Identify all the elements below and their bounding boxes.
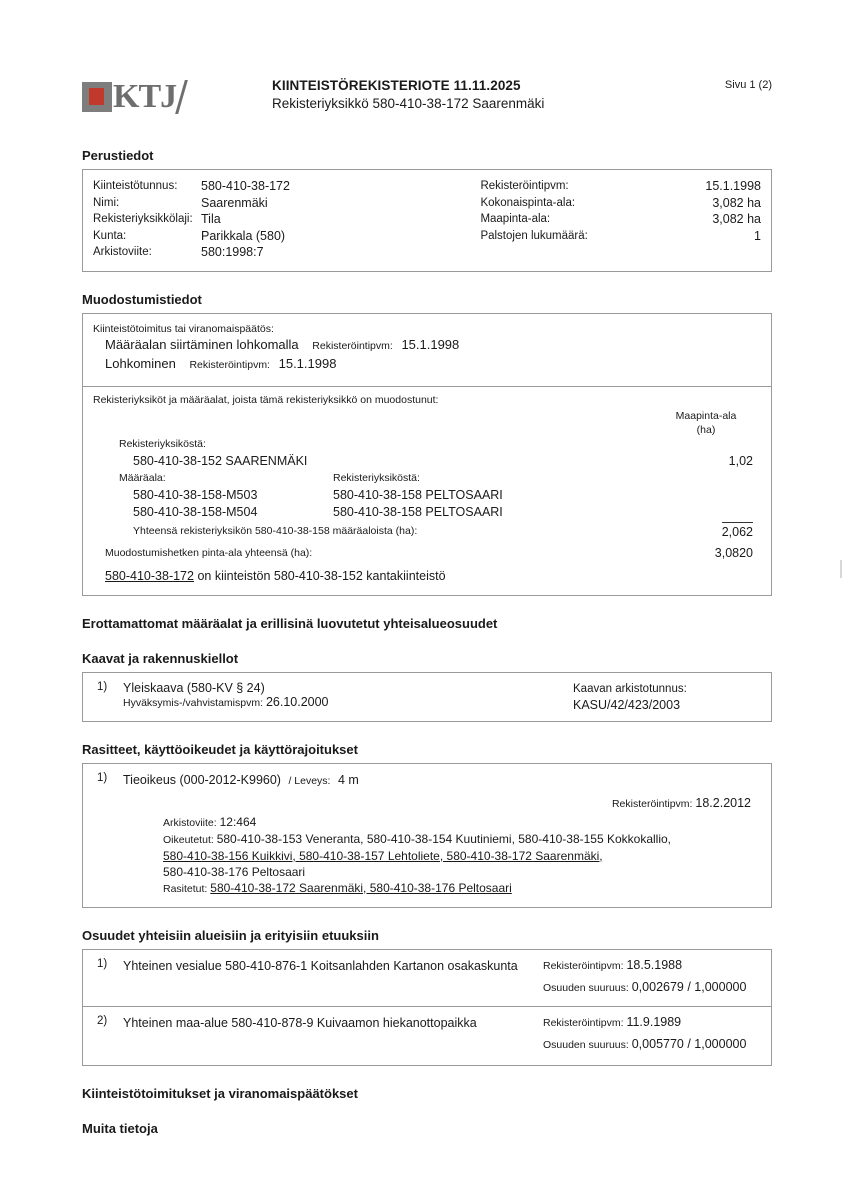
maaraala-row-1 <box>93 487 761 504</box>
from-unit-label: Rekisteriyksiköstä: <box>119 437 206 450</box>
maaraala-header-row <box>93 470 761 487</box>
perustiedot-left-values <box>201 178 290 261</box>
kantakiinteisto-row <box>93 568 761 585</box>
perustiedot-left-labels <box>93 178 201 261</box>
value-kiinteistotunnus: 580-410-38-172 <box>201 179 290 193</box>
rasite-number-1: 1) <box>97 771 108 784</box>
maaraala-from-1: 580-410-38-158 PELTOSAARI <box>333 487 503 502</box>
rasite-oikeutetut-line-2-text: 580-410-38-156 Kuikkivi, 580-410-38-157 Lehtoliete, 580-410-38-172 Saarenmäki, <box>163 848 603 863</box>
maaraala-sum-value: 2,062 <box>722 522 753 541</box>
kaava-archive-1 <box>573 681 687 713</box>
osuudet-divider <box>83 1006 771 1007</box>
rasite-oikeutetut-row-1 <box>163 831 761 848</box>
toimitus-row-1 <box>93 336 761 355</box>
rasite-width-value-1: 4 m <box>337 772 359 787</box>
label-maapinta-ala: Maapinta-ala: <box>480 213 551 225</box>
rasite-reg-value-1: 18.2.2012 <box>695 795 751 810</box>
label-kiinteistotunnus: Kiinteistötunnus: <box>93 180 178 192</box>
perustiedot-right-labels <box>480 178 604 261</box>
document-header <box>82 70 772 128</box>
ktj-logo <box>82 78 192 122</box>
logo-text: KTJ <box>113 78 177 115</box>
perustiedot-right-values <box>604 178 761 261</box>
rasite-arkisto-value-1: 12:464 <box>219 814 257 829</box>
osuus-share-1 <box>543 980 746 996</box>
rasite-rasitetut-row-1 <box>163 880 761 897</box>
toimitus-reg-label-2: Rekisteröintipvm: <box>189 358 270 371</box>
osuus-details-2 <box>543 1015 746 1053</box>
osuus-item-1 <box>93 958 761 998</box>
muodostumis-total-label: Muodostumishetken pinta-ala yhteensä (ha): <box>105 546 313 559</box>
kaava-archive-value-1: KASU/42/423/2003 <box>573 697 681 712</box>
document-content <box>82 70 772 1142</box>
maaraala-row-2 <box>93 504 761 521</box>
toimitus-name-1: Määräalan siirtäminen lohkomalla <box>105 336 299 352</box>
section-title-rasitteet: Rasitteet, käyttöoikeudet ja käyttörajoitukset <box>82 741 358 757</box>
value-maapinta-ala: 3,082 ha <box>712 212 761 226</box>
osuus-details-1 <box>543 958 746 996</box>
maaraala-id-1: 580-410-38-158-M503 <box>133 487 258 502</box>
rasite-oikeutetut-label-1: Oikeutetut: <box>163 833 214 846</box>
value-palstojen-lukumaara: 1 <box>754 228 761 243</box>
perustiedot-left-column <box>93 178 480 261</box>
label-rekisterointipvm: Rekisteröintipvm: <box>480 180 569 192</box>
sources-subheading: Rekisteriyksiköt ja määräalat, joista tämä rekisteriyksikkö on muodostunut: <box>93 393 439 406</box>
osuus-reg-label-2: Rekisteröintipvm: <box>543 1016 624 1029</box>
rasite-rasitetut-label-1: Rasitetut: <box>163 882 208 895</box>
label-kokonaispinta-ala: Kokonaispinta-ala: <box>480 196 576 209</box>
rasite-oikeutetut-line-3: 580-410-38-176 Peltosaari <box>163 864 306 879</box>
label-rekisteriyksikkolaji: Rekisteriyksikkölaji: <box>93 213 193 225</box>
rasite-oikeutetut-line-2 <box>163 848 761 864</box>
perustiedot-right-column <box>480 178 761 261</box>
osuus-number-1: 1) <box>97 957 108 970</box>
osuus-share-label-1: Osuuden suuruus: <box>543 981 629 994</box>
from-unit-id: 580-410-38-152 SAARENMÄKI <box>133 453 308 468</box>
kantakiinteisto-id: 580-410-38-172 <box>105 568 194 583</box>
label-palstojen-lukumaara: Palstojen lukumäärä: <box>480 229 588 242</box>
osuudet-box <box>82 949 772 1066</box>
logo-square-inner-icon <box>89 88 104 105</box>
value-kunta: Parikkala (580) <box>201 228 286 243</box>
osuus-reg-2 <box>543 1015 746 1031</box>
rasite-registration-1 <box>123 796 761 810</box>
value-nimi: Saarenmäki <box>201 195 268 210</box>
rasite-reg-label-1: Rekisteröintipvm: <box>611 797 693 810</box>
toimitus-reg-label-1: Rekisteröintipvm: <box>312 339 393 352</box>
section-title-perustiedot: Perustiedot <box>82 148 154 163</box>
maaraala-sum-label: Yhteensä rekisteriyksikön 580-410-38-158 määräaloista (ha): <box>133 524 418 537</box>
maaraala-sum-row <box>93 523 761 540</box>
rasitteet-box <box>82 763 772 908</box>
document-title: KIINTEISTÖREKISTERIOTE 11.11.2025 <box>272 78 521 93</box>
osuus-reg-label-1: Rekisteröintipvm: <box>543 959 624 972</box>
logo-square-icon <box>82 82 112 112</box>
value-rekisterointipvm: 15.1.1998 <box>705 179 761 193</box>
rasite-arkisto-row-1 <box>163 814 761 831</box>
kaava-row-1 <box>123 681 761 711</box>
maaraala-label: Määräala: <box>119 471 166 484</box>
osuus-number-2: 2) <box>97 1014 108 1027</box>
osuus-item-2 <box>93 1015 761 1055</box>
section-title-toimitukset: Kiinteistötoimitukset ja viranomaispäätökset <box>82 1085 358 1101</box>
toimitus-reg-value-2: 15.1.1998 <box>278 355 337 371</box>
label-arkistoviite: Arkistoviite: <box>93 246 152 258</box>
osuus-share-label-2: Osuuden suuruus: <box>543 1038 629 1051</box>
osuus-text-1: Yhteinen vesialue 580-410-876-1 Koitsanlahden Kartanon osakaskunta <box>123 958 518 973</box>
osuus-reg-1 <box>543 958 746 974</box>
page-number: Sivu 1 (2) <box>724 79 772 91</box>
rasite-body-1 <box>123 814 761 897</box>
muodostumis-total-row <box>93 544 761 562</box>
perustiedot-box <box>82 169 772 272</box>
section-title-muodostumistiedot: Muodostumistiedot <box>82 291 202 307</box>
from-unit-row <box>93 452 761 470</box>
section-title-muita: Muita tietoja <box>82 1120 158 1136</box>
perustiedot-table <box>93 178 761 261</box>
rasite-rasitetut-value-1: 580-410-38-172 Saarenmäki, 580-410-38-176 Peltosaari <box>210 880 512 895</box>
section-title-erottamattomat: Erottamattomat määräalat ja erillisinä luovutetut yhteisalueosuudet <box>82 615 498 631</box>
osuus-share-value-2: 0,005770 / 1,000000 <box>631 1036 747 1051</box>
kaava-number-1: 1) <box>97 680 108 693</box>
sources-column-header <box>651 409 761 437</box>
value-rekisteriyksikkolaji: Tila <box>201 212 221 226</box>
muodostumistiedot-divider <box>83 386 771 387</box>
kaava-archive-label-1: Kaavan arkistotunnus: <box>573 682 687 695</box>
muodostumis-total-value: 3,0820 <box>714 545 753 560</box>
value-kokonaispinta-ala: 3,082 ha <box>712 195 761 210</box>
document-subtitle: Rekisteriyksikkö 580-410-38-172 Saarenmäki <box>272 96 545 111</box>
header-titles <box>272 78 544 111</box>
label-nimi: Nimi: <box>93 196 120 209</box>
maaraala-id-2: 580-410-38-158-M504 <box>133 504 258 519</box>
osuus-reg-value-2: 11.9.1989 <box>626 1014 682 1029</box>
muodostumistiedot-box <box>82 313 772 596</box>
from-unit-area: 1,02 <box>728 453 753 468</box>
kaava-approve-value-1: 26.10.2000 <box>265 694 329 709</box>
logo-slash-icon <box>175 80 188 114</box>
rasite-width-label-1: / Leveys: <box>288 774 331 787</box>
page-edge-artifact <box>840 560 842 578</box>
rasite-item-1 <box>93 772 761 897</box>
kaavat-box <box>82 672 772 722</box>
muodostumistiedot-sources <box>93 393 761 585</box>
toimitus-heading: Kiinteistötoimitus tai viranomaispäätös: <box>93 322 274 335</box>
rasite-title-1: Tieoikeus (000-2012-K9960) <box>123 772 281 787</box>
rasite-title-row-1 <box>123 772 761 790</box>
kaava-title-1: Yleiskaava (580-KV § 24) <box>123 680 265 695</box>
osuus-share-2 <box>543 1037 746 1053</box>
section-title-kaavat: Kaavat ja rakennuskiellot <box>82 650 239 666</box>
sources-column-header-label: Maapinta-ala <box>675 409 737 422</box>
kaava-approve-label-1: Hyväksymis-/vahvistamispvm: <box>123 696 264 709</box>
osuus-reg-value-1: 18.5.1988 <box>626 957 683 972</box>
toimitus-name-2: Lohkominen <box>105 355 176 371</box>
toimitus-row-2 <box>93 355 761 374</box>
muodostumistiedot-toimitukset <box>93 322 761 380</box>
osuus-text-2: Yhteinen maa-alue 580-410-878-9 Kuivaamon hiekanottopaikka <box>123 1015 477 1030</box>
maaraala-from-2: 580-410-38-158 PELTOSAARI <box>333 504 503 519</box>
toimitus-reg-value-1: 15.1.1998 <box>401 336 460 352</box>
rasite-oikeutetut-line-1: 580-410-38-153 Veneranta, 580-410-38-154 Kuutiniemi, 580-410-38-155 Kokkokallio, <box>216 831 672 846</box>
label-kunta: Kunta: <box>93 229 127 242</box>
value-arkistoviite: 580:1998:7 <box>201 245 264 259</box>
sources-column-header-unit: (ha) <box>696 423 716 436</box>
section-title-osuudet: Osuudet yhteisiin alueisiin ja erityisiin etuuksiin <box>82 927 379 943</box>
kaava-item-1 <box>93 681 761 711</box>
maaraala-from-label: Rekisteriyksiköstä: <box>333 471 420 484</box>
kantakiinteisto-text: on kiinteistön 580-410-38-152 kantakiinteistö <box>193 568 446 583</box>
rasite-arkisto-label-1: Arkistoviite: <box>163 816 217 829</box>
osuus-share-value-1: 0,002679 / 1,000000 <box>631 979 747 994</box>
